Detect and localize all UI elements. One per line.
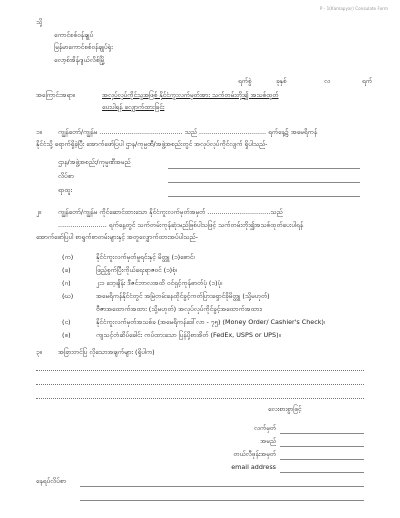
subitem-mark: (င) bbox=[62, 318, 71, 326]
subitem-mark: (ခ) bbox=[62, 266, 71, 274]
company-name-label: ဌာန/အဖွဲ့အစည်း/ကုမ္ပဏီအမည် bbox=[58, 158, 131, 166]
subitem-mark: (ဃ) bbox=[62, 292, 74, 300]
company-name-input-line[interactable] bbox=[168, 168, 360, 169]
home-address-label: နေရပ်လိပ်စာ bbox=[36, 477, 66, 485]
recipient-line-2: မြန်မာကောင်စစ်ဝန်ချုပ်ရုံး bbox=[54, 43, 113, 51]
position-input-line[interactable] bbox=[168, 196, 360, 197]
item1-number: ၁။ bbox=[36, 128, 42, 136]
month-label: ခုနှစ် bbox=[276, 77, 287, 85]
email-label: email address bbox=[231, 463, 276, 471]
recipient-line-1: ကောင်စစ်ဝန်ချုပ် bbox=[54, 31, 94, 39]
company-address-label: လိပ်စာ bbox=[58, 172, 74, 180]
home-address-input-line[interactable] bbox=[80, 500, 364, 501]
to-label: သို့ bbox=[36, 18, 43, 26]
subitem-text: နိုင်ငံကူးလက်မှတ်မူရင်းနှင့် မိတ္တူ (၁)စောင်၊ bbox=[96, 253, 195, 261]
item2-line-1: ကျွန်တော်/ကျွန်မ ကိုင်ဆောင်ထားသော နိုင်ငံကူးလက်မှတ်အမှတ် ...............................သည် bbox=[58, 208, 283, 216]
subitem-mark: (က) bbox=[62, 253, 74, 261]
subject-label: အကြောင်းအရာ။ bbox=[36, 91, 75, 99]
remarks-line[interactable] bbox=[36, 384, 364, 385]
subitem-mark: (စ) bbox=[62, 331, 71, 339]
item2-line-2: ........................ ရက်နေ့တွင် သက်တမ်းကုန်ဆုံးမည်ဖြစ်ပါသဖြင့် သက်တမ်းတိုး၍အသစ်ထုတ်ပေးပါရန် bbox=[58, 221, 304, 229]
day-label: ရက် bbox=[362, 77, 372, 85]
subitem-text: နိုင်ငံကူးလက်မှတ်အသစ်ခ (အမေရိကန်ဒေါ်လာ - ၇၅) (Money Order/ Cashier's Check)၊ bbox=[96, 318, 325, 326]
item2-number: ၂။ bbox=[36, 208, 42, 216]
item2-line-3: အောက်ဖော်ပြပါ စာရွက်စာတမ်းများနှင့် အတူလျှောက်ထားအပ်ပါသည်- bbox=[36, 233, 198, 241]
name-label: အမည် bbox=[260, 437, 276, 445]
recipient-line-3: လော့စ်အိန်ဂျယ်လိစ်မြို့ bbox=[54, 56, 106, 64]
date-label: ရက်စွဲ bbox=[238, 77, 252, 85]
subitem-text: ဖြည့်စွက်ပြီးကိုယ်ရေးရာဇဝင် (၁)စုံ၊ bbox=[96, 266, 177, 274]
email-input-line[interactable] bbox=[280, 472, 364, 473]
phone-label: တယ်လီဖုန်းအမှတ် bbox=[233, 450, 276, 458]
year-label: လ bbox=[324, 77, 330, 85]
phone-input-line[interactable] bbox=[280, 459, 364, 460]
subject-text-line-1: အလုပ်လုပ်ကိုင်သူအဖြစ် နိုင်ငံကူးလက်မှတ်အား သက်တမ်းတိုး၍ အသစ်ထုတ် bbox=[102, 91, 279, 99]
position-label: ရာထူး bbox=[58, 186, 73, 194]
subject-text-line-2: ပေးပါရန် လျှောက်ထားခြင်း bbox=[102, 103, 165, 111]
remarks-line[interactable] bbox=[36, 398, 364, 399]
signature-input-line[interactable] bbox=[280, 433, 364, 434]
name-input-line[interactable] bbox=[280, 446, 364, 447]
page-header-text: P - 1(Kamapyar) Consulate Form bbox=[319, 6, 388, 11]
item1-line-2: နိုင်ငံသို့ ရောက်ရှိခဲ့ပြီး အောက်ဖော်ပြပါ ဌာန/ကုမ္ပဏီ/အဖွဲ့အစည်းတွင် အလုပ်လုပ်ကိုင်လျက် ရှိပါသည်- bbox=[36, 140, 268, 148]
subitem-text: အမေရိကန်နိုင်ငံတွင် အမြဲတမ်းနေထိုင်ခွင့်ကတ်ပြားရှောင်ခိုမိတ္တူ (သို့မဟုတ်) bbox=[96, 292, 270, 300]
signature-label: လက်မှတ် bbox=[253, 424, 276, 432]
item3-text: အခြားတင်ပြ လိုသောအချက်များ (ရှိပါက) bbox=[58, 348, 155, 356]
subitem-mark: (ဂ) bbox=[62, 279, 71, 287]
subitem-text: ကျသင့်တံဆိပ်ခေါင်း ကပ်ထားသော ပြန်ပို့စာအိတ် (FedEx, USPS or UPS)။ bbox=[96, 331, 281, 339]
item1-line-1: ကျွန်တော်/ကျွန်မ ......................................... သည် ................................. ရက်နေ့၌ အမေရိကန် bbox=[58, 128, 318, 136]
subitem-text: ဗီဇာအထောက်အထား (သို့မဟုတ်) အလုပ်လုပ်ကိုင်ခွင့်အထောက်အထား၊ bbox=[96, 305, 262, 313]
home-address-input-line[interactable] bbox=[80, 486, 364, 487]
remarks-line[interactable] bbox=[36, 370, 364, 371]
subitem-text: ၂း၁ ဘေ့ချိန်း ဒီဇင်ဘာလအထိ ဝင်ရှင့်ကုန်ဓာတ်ပုံ (၁)ပုံ၊ bbox=[96, 279, 223, 287]
item3-number: ၃။ bbox=[36, 348, 42, 356]
respectfully-label: လေးစားစွာဖြင့် bbox=[268, 405, 302, 413]
company-address-input-line[interactable] bbox=[168, 182, 360, 183]
